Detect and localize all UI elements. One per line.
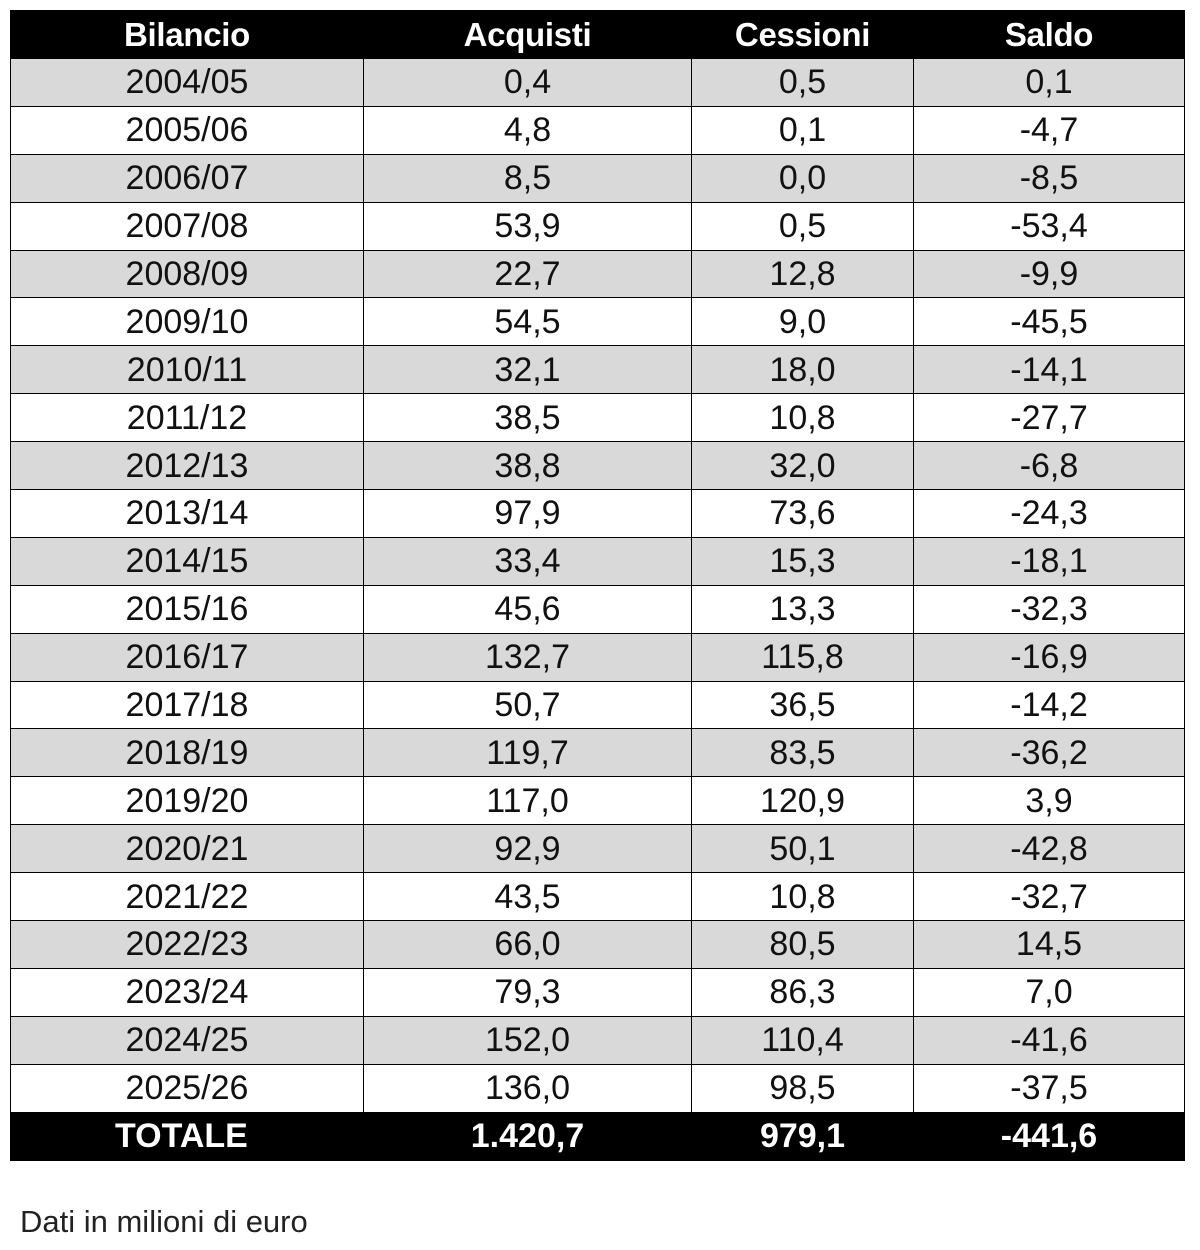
- cell-cessioni: 0,0: [692, 154, 914, 202]
- cell-cessioni: 86,3: [692, 968, 914, 1016]
- cell-acquisti: 32,1: [364, 346, 692, 394]
- cell-cessioni: 0,5: [692, 59, 914, 107]
- cell-saldo: -24,3: [914, 490, 1185, 538]
- cell-bilancio: 2006/07: [11, 154, 364, 202]
- cell-saldo: -42,8: [914, 825, 1185, 873]
- cell-bilancio: 2014/15: [11, 537, 364, 585]
- cell-acquisti: 119,7: [364, 729, 692, 777]
- cell-acquisti: 43,5: [364, 873, 692, 921]
- cell-acquisti: 66,0: [364, 921, 692, 969]
- cell-bilancio: 2007/08: [11, 202, 364, 250]
- cell-acquisti: 4,8: [364, 106, 692, 154]
- header-saldo: Saldo: [914, 11, 1185, 59]
- table-row: [11, 250, 1185, 298]
- cell-cessioni: 10,8: [692, 873, 914, 921]
- cell-acquisti: 50,7: [364, 681, 692, 729]
- cell-cessioni: 73,6: [692, 490, 914, 538]
- table-row: [11, 729, 1185, 777]
- cell-saldo: -18,1: [914, 537, 1185, 585]
- table-row: [11, 825, 1185, 873]
- cell-saldo: -41,6: [914, 1016, 1185, 1064]
- cell-bilancio: 2004/05: [11, 59, 364, 107]
- table-row: [11, 202, 1185, 250]
- cell-saldo: -14,2: [914, 681, 1185, 729]
- header-cessioni: Cessioni: [692, 11, 914, 59]
- cell-cessioni: 36,5: [692, 681, 914, 729]
- cell-saldo: -53,4: [914, 202, 1185, 250]
- cell-saldo: -32,3: [914, 585, 1185, 633]
- cell-saldo: -36,2: [914, 729, 1185, 777]
- cell-cessioni: 83,5: [692, 729, 914, 777]
- cell-saldo: -32,7: [914, 873, 1185, 921]
- total-row: [11, 1112, 1185, 1160]
- cell-saldo: 14,5: [914, 921, 1185, 969]
- table-row: [11, 106, 1185, 154]
- table-header: [11, 11, 1185, 59]
- cell-cessioni: 18,0: [692, 346, 914, 394]
- cell-bilancio: 2009/10: [11, 298, 364, 346]
- cell-cessioni: 0,1: [692, 106, 914, 154]
- cell-cessioni: 13,3: [692, 585, 914, 633]
- cell-bilancio: 2025/26: [11, 1064, 364, 1112]
- cell-bilancio: 2023/24: [11, 968, 364, 1016]
- cell-cessioni: 0,5: [692, 202, 914, 250]
- cell-cessioni: 115,8: [692, 633, 914, 681]
- header-bilancio: Bilancio: [11, 11, 364, 59]
- cell-acquisti: 136,0: [364, 1064, 692, 1112]
- table-row: [11, 968, 1185, 1016]
- table-row: [11, 537, 1185, 585]
- cell-saldo: -45,5: [914, 298, 1185, 346]
- cell-bilancio: 2018/19: [11, 729, 364, 777]
- cell-bilancio: 2008/09: [11, 250, 364, 298]
- cell-cessioni: 9,0: [692, 298, 914, 346]
- transfer-balance-table: [10, 10, 1185, 1161]
- total-acquisti: 1.420,7: [364, 1112, 692, 1160]
- cell-acquisti: 117,0: [364, 777, 692, 825]
- table-row: [11, 442, 1185, 490]
- cell-cessioni: 80,5: [692, 921, 914, 969]
- table-row: [11, 59, 1185, 107]
- cell-acquisti: 38,8: [364, 442, 692, 490]
- cell-bilancio: 2020/21: [11, 825, 364, 873]
- cell-acquisti: 92,9: [364, 825, 692, 873]
- cell-bilancio: 2013/14: [11, 490, 364, 538]
- table-row: [11, 585, 1185, 633]
- transfer-balance-table-container: [10, 10, 1184, 1161]
- total-label: TOTALE: [11, 1112, 364, 1160]
- cell-saldo: -4,7: [914, 106, 1185, 154]
- cell-bilancio: 2012/13: [11, 442, 364, 490]
- cell-bilancio: 2021/22: [11, 873, 364, 921]
- header-acquisti: Acquisti: [364, 11, 692, 59]
- table-row: [11, 921, 1185, 969]
- cell-bilancio: 2011/12: [11, 394, 364, 442]
- cell-saldo: -8,5: [914, 154, 1185, 202]
- cell-acquisti: 152,0: [364, 1016, 692, 1064]
- cell-saldo: -37,5: [914, 1064, 1185, 1112]
- cell-bilancio: 2010/11: [11, 346, 364, 394]
- cell-cessioni: 32,0: [692, 442, 914, 490]
- table-body: [11, 59, 1185, 1113]
- table-row: [11, 298, 1185, 346]
- cell-acquisti: 22,7: [364, 250, 692, 298]
- total-cessioni: 979,1: [692, 1112, 914, 1160]
- cell-bilancio: 2016/17: [11, 633, 364, 681]
- table-row: [11, 633, 1185, 681]
- total-saldo: -441,6: [914, 1112, 1185, 1160]
- table-row: [11, 873, 1185, 921]
- cell-saldo: 7,0: [914, 968, 1185, 1016]
- table-row: [11, 346, 1185, 394]
- cell-bilancio: 2024/25: [11, 1016, 364, 1064]
- cell-bilancio: 2005/06: [11, 106, 364, 154]
- cell-bilancio: 2022/23: [11, 921, 364, 969]
- table-row: [11, 1016, 1185, 1064]
- cell-saldo: -27,7: [914, 394, 1185, 442]
- table-row: [11, 154, 1185, 202]
- units-note: Dati in milioni di euro: [20, 1204, 308, 1239]
- table-row: [11, 394, 1185, 442]
- cell-acquisti: 97,9: [364, 490, 692, 538]
- cell-acquisti: 132,7: [364, 633, 692, 681]
- table-footer: [11, 1112, 1185, 1160]
- cell-cessioni: 50,1: [692, 825, 914, 873]
- cell-cessioni: 98,5: [692, 1064, 914, 1112]
- table-row: [11, 490, 1185, 538]
- cell-saldo: -9,9: [914, 250, 1185, 298]
- cell-saldo: -6,8: [914, 442, 1185, 490]
- cell-acquisti: 8,5: [364, 154, 692, 202]
- cell-acquisti: 79,3: [364, 968, 692, 1016]
- cell-acquisti: 33,4: [364, 537, 692, 585]
- cell-acquisti: 54,5: [364, 298, 692, 346]
- cell-saldo: 3,9: [914, 777, 1185, 825]
- cell-saldo: -14,1: [914, 346, 1185, 394]
- cell-acquisti: 0,4: [364, 59, 692, 107]
- cell-acquisti: 53,9: [364, 202, 692, 250]
- header-row: [11, 11, 1185, 59]
- cell-acquisti: 38,5: [364, 394, 692, 442]
- cell-cessioni: 110,4: [692, 1016, 914, 1064]
- cell-saldo: -16,9: [914, 633, 1185, 681]
- cell-acquisti: 45,6: [364, 585, 692, 633]
- cell-cessioni: 10,8: [692, 394, 914, 442]
- table-row: [11, 1064, 1185, 1112]
- cell-saldo: 0,1: [914, 59, 1185, 107]
- table-row: [11, 681, 1185, 729]
- cell-bilancio: 2017/18: [11, 681, 364, 729]
- cell-cessioni: 120,9: [692, 777, 914, 825]
- table-row: [11, 777, 1185, 825]
- cell-bilancio: 2015/16: [11, 585, 364, 633]
- cell-bilancio: 2019/20: [11, 777, 364, 825]
- cell-cessioni: 15,3: [692, 537, 914, 585]
- cell-cessioni: 12,8: [692, 250, 914, 298]
